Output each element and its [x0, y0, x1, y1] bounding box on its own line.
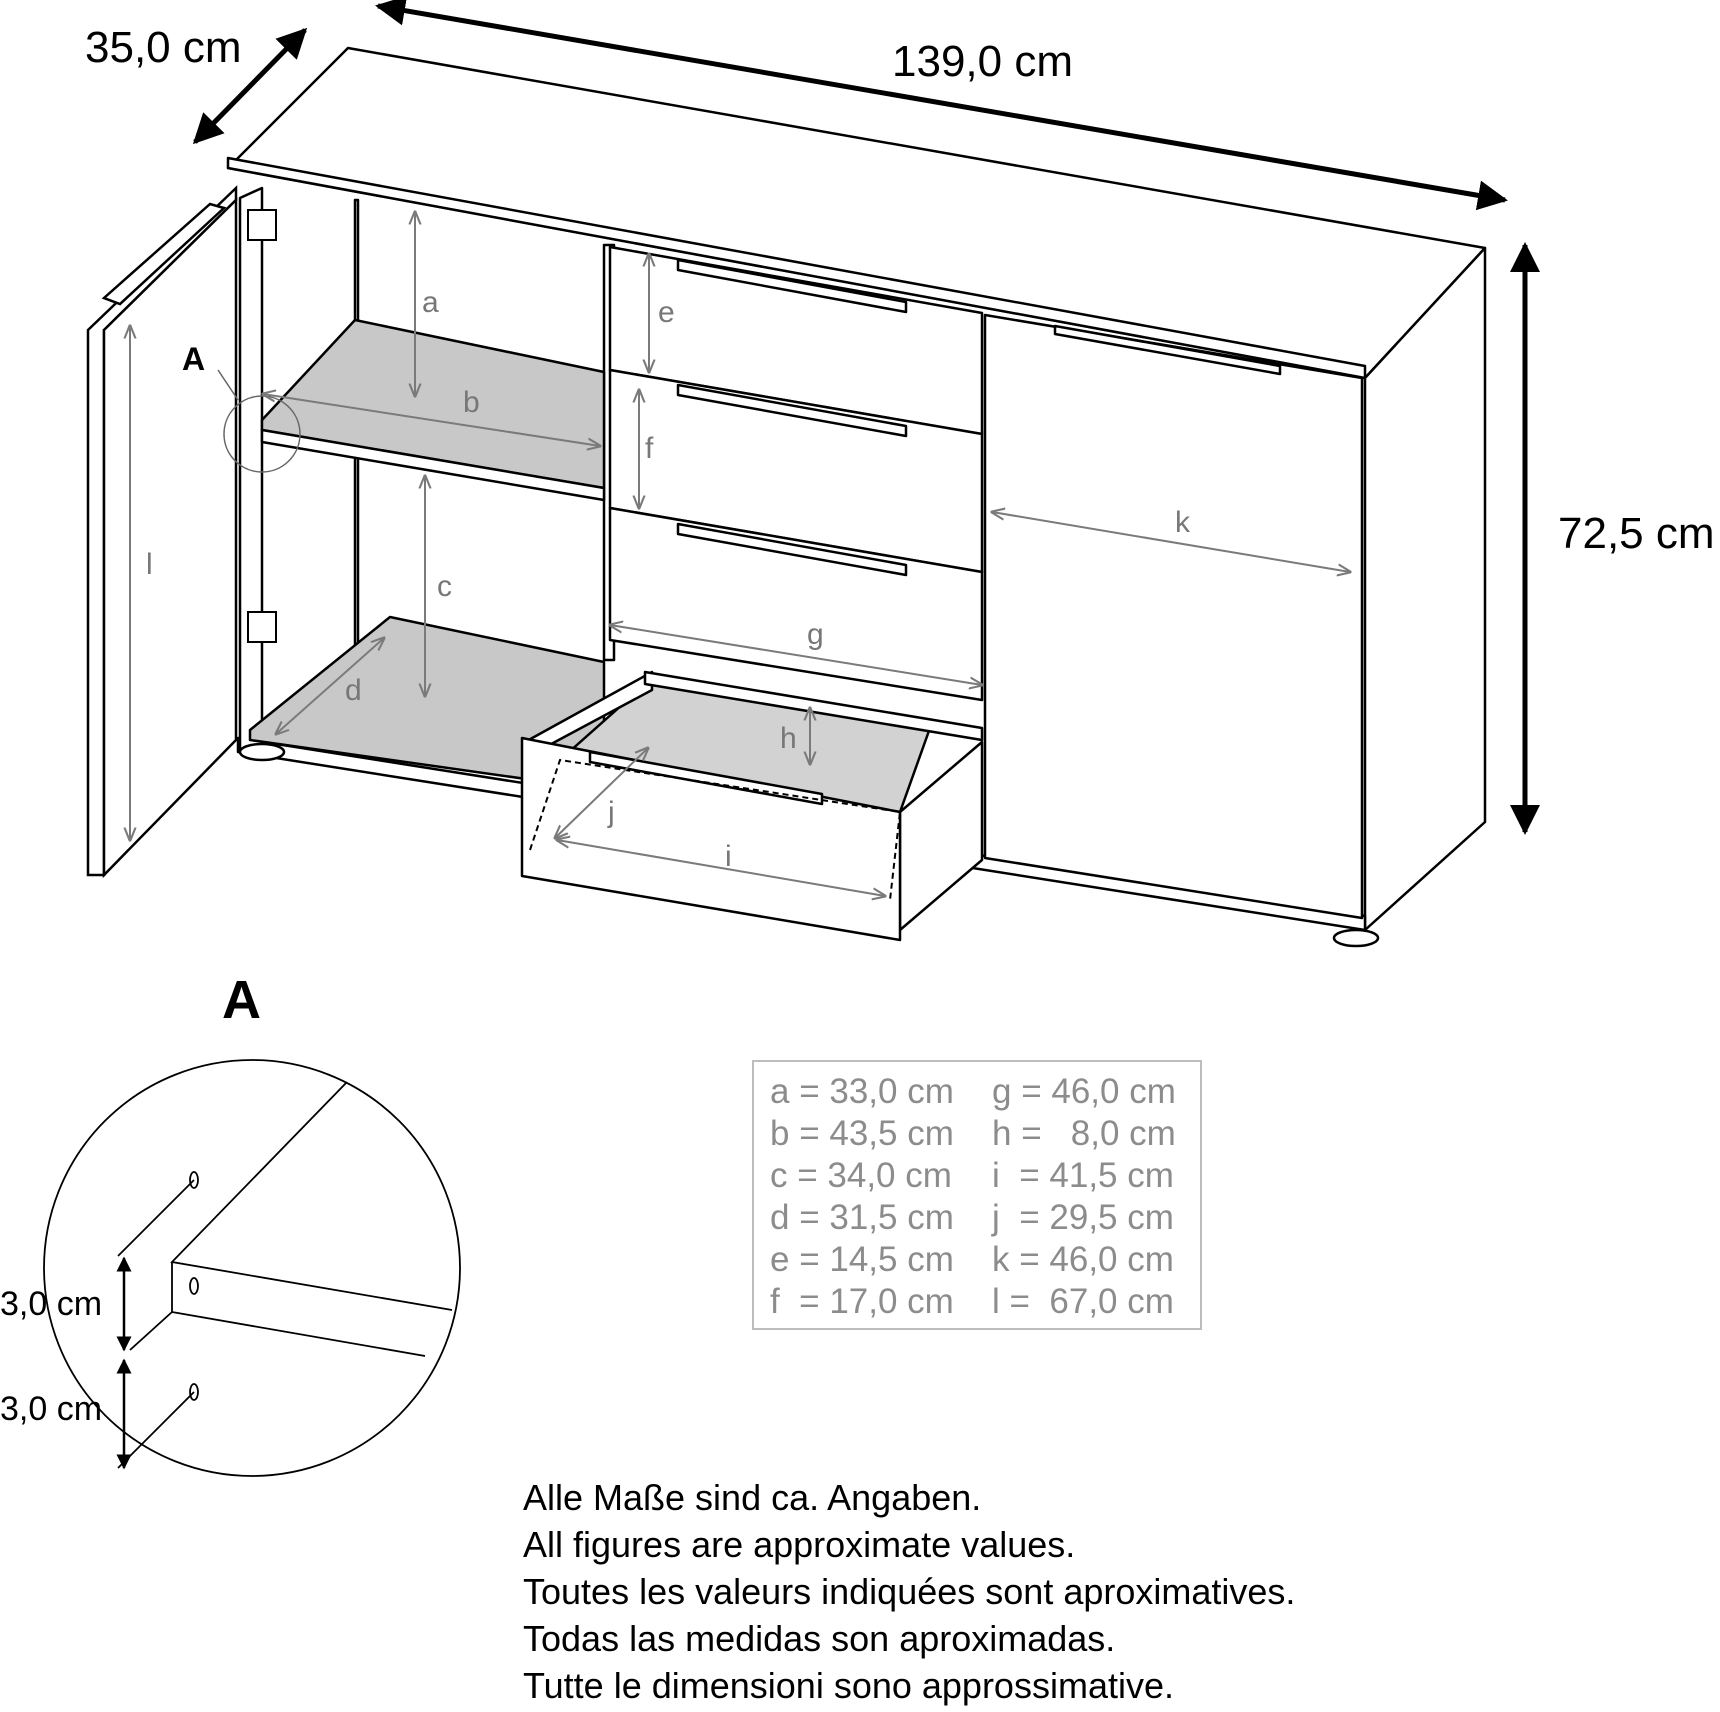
legend-cell: c = 34,0 cm	[770, 1156, 952, 1195]
detail-shelf-top	[172, 1082, 452, 1310]
legend-row	[770, 1282, 1174, 1322]
note-it: Tutte le dimensioni sono approssimative.	[523, 1665, 1174, 1706]
letter-j: j	[608, 796, 615, 829]
left-door	[88, 188, 236, 875]
legend-row	[770, 1072, 1176, 1112]
letter-g: g	[807, 618, 824, 651]
legend-row	[770, 1114, 1176, 1154]
legend-row	[770, 1156, 1174, 1196]
note-de: Alle Maße sind ca. Angaben.	[523, 1477, 982, 1518]
detail-lower-label: 3,0 cm	[0, 1390, 103, 1428]
approximation-notes	[523, 1474, 1295, 1709]
letter-a: a	[422, 286, 439, 319]
note-en: All figures are approximate values.	[523, 1524, 1076, 1565]
letter-c: c	[437, 570, 452, 603]
note-es: Todas las medidas son aproximadas.	[523, 1618, 1116, 1659]
legend-cell: d = 31,5 cm	[770, 1198, 954, 1237]
letter-l: l	[146, 548, 153, 581]
legend-row	[770, 1198, 1174, 1238]
legend-cell: h = 8,0 cm	[992, 1114, 1176, 1153]
note-fr: Toutes les valeurs indiquées sont aproximatives.	[523, 1571, 1296, 1612]
foot-right	[1334, 930, 1378, 946]
legend-cell: f = 17,0 cm	[770, 1282, 954, 1321]
letter-i: i	[725, 840, 732, 873]
height-label: 72,5 cm	[1558, 509, 1715, 558]
legend-cell: l = 67,0 cm	[992, 1282, 1174, 1321]
legend-cell: g = 46,0 cm	[992, 1072, 1176, 1111]
detail-callout-label: A	[182, 341, 206, 377]
dimension-legend	[752, 1060, 1202, 1330]
letter-b: b	[463, 386, 480, 419]
foot-left	[240, 744, 284, 760]
sideboard-body	[228, 48, 1485, 946]
letter-f: f	[645, 432, 654, 465]
legend-cell: a = 33,0 cm	[770, 1072, 954, 1111]
detail-title: A	[222, 970, 261, 1030]
detail-upper-label: 3,0 cm	[0, 1285, 103, 1323]
letter-k: k	[1175, 506, 1190, 539]
width-label: 139,0 cm	[892, 37, 1073, 86]
letter-d: d	[345, 674, 362, 707]
detail-circle	[44, 1060, 460, 1476]
legend-cell: k = 46,0 cm	[992, 1240, 1174, 1279]
legend-cell: j = 29,5 cm	[992, 1198, 1174, 1237]
right-door	[985, 315, 1362, 918]
depth-label: 35,0 cm	[85, 23, 242, 72]
letter-e: e	[658, 296, 675, 329]
legend-cell: i = 41,5 cm	[992, 1156, 1174, 1195]
legend-cell: e = 14,5 cm	[770, 1240, 954, 1279]
legend-cell: b = 43,5 cm	[770, 1114, 954, 1153]
detail-view	[44, 1060, 460, 1476]
letter-h: h	[780, 722, 797, 755]
legend-row	[770, 1240, 1174, 1280]
detail-shelf-front	[172, 1262, 425, 1356]
